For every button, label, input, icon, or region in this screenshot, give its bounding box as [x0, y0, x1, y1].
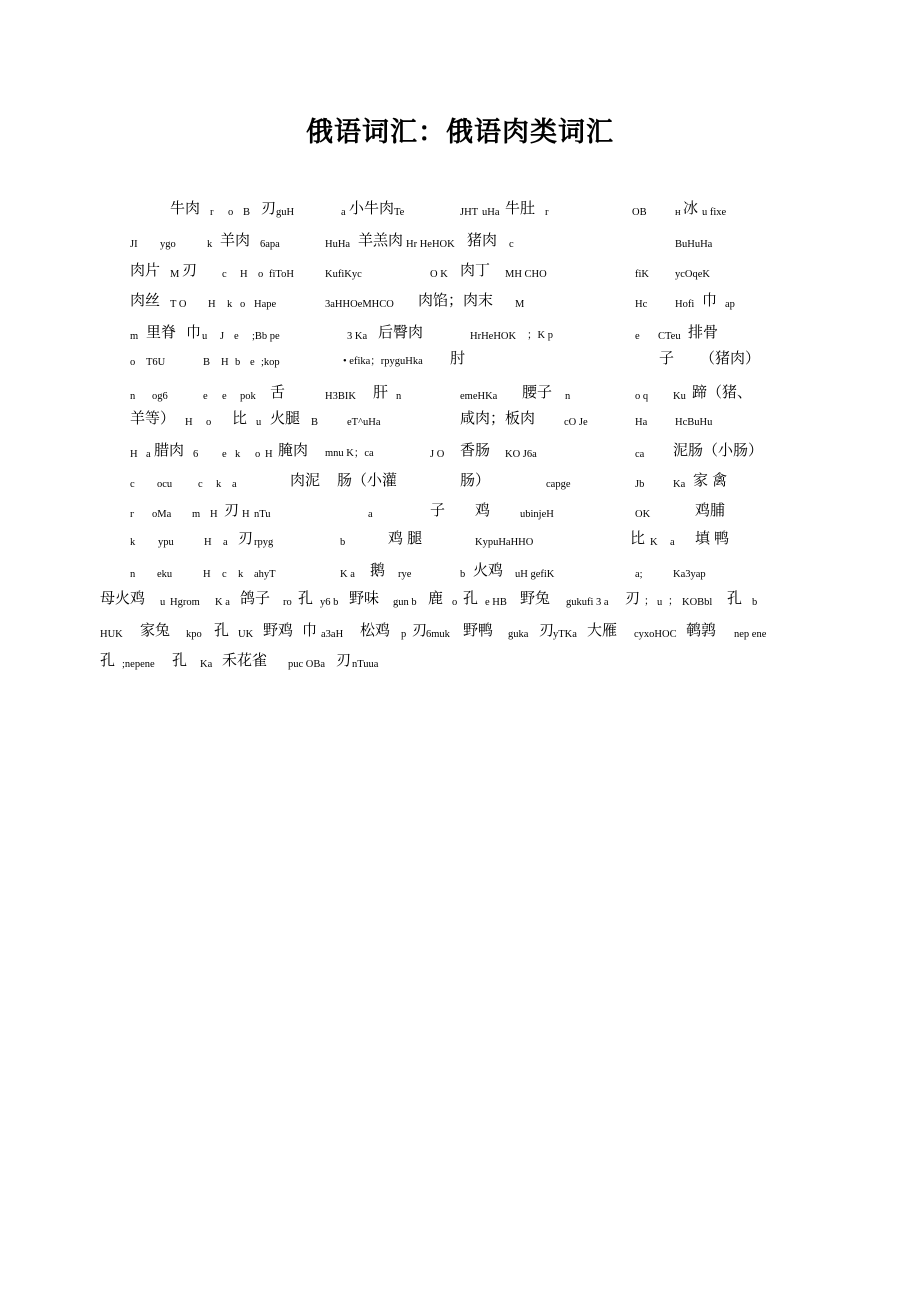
text-token: cyxoHOC [634, 629, 677, 640]
text-token: 牛肉 [170, 200, 201, 217]
text-token: M [515, 299, 525, 310]
text-token: k [216, 479, 222, 490]
text-token: 刃 [625, 590, 641, 607]
text-token: Hc [635, 299, 648, 310]
text-token: uH gefiK [515, 569, 555, 580]
text-token: ygo [160, 239, 176, 250]
text-token: 刃 [412, 622, 428, 639]
text-token: 刃 [261, 200, 277, 217]
text-token: 羊肉 [220, 232, 251, 249]
text-line [130, 558, 810, 580]
text-token: 松鸡 [360, 622, 391, 639]
text-token: c [198, 479, 203, 490]
text-token: HrHeHOK [470, 331, 517, 342]
text-token: ocu [157, 479, 173, 490]
text-token: ycOqeK [675, 269, 710, 280]
text-token: 孔 [172, 652, 188, 669]
text-token: 舌 [270, 384, 286, 401]
text-token: B [243, 207, 251, 218]
text-token: 6muk [426, 629, 450, 640]
text-token: emeHKa [460, 391, 498, 402]
text-line [130, 526, 810, 548]
text-token: T O [170, 299, 187, 310]
text-token: 羊等） [130, 410, 176, 427]
text-token: 肝 [373, 384, 389, 401]
text-token: o [255, 449, 261, 460]
text-token: p [401, 629, 407, 640]
text-token: H [185, 417, 193, 428]
text-token: 里脊 [146, 324, 177, 341]
text-token: B [203, 357, 211, 368]
text-token: rye [398, 569, 412, 580]
text-token: KypuHaHHO [475, 537, 534, 548]
text-token: 后臀肉 [378, 324, 424, 341]
text-token: H3BIK [325, 391, 356, 402]
text-token: 母火鸡 [100, 590, 146, 607]
text-token: m [192, 509, 201, 520]
text-token: a3aH [321, 629, 344, 640]
text-token: ；K p [527, 330, 553, 341]
text-token: 刃 [224, 502, 240, 519]
text-token: ca [635, 449, 645, 460]
text-token: 猪肉 [467, 232, 498, 249]
text-token: Jb [635, 479, 645, 490]
text-token: H [221, 357, 229, 368]
text-token: ypu [158, 537, 174, 548]
text-token: u [256, 417, 262, 428]
text-token: Hape [254, 299, 277, 310]
text-token: BuHuHa [675, 239, 713, 250]
text-token: b [460, 569, 466, 580]
text-token: e [234, 331, 239, 342]
text-token: y6 b [320, 597, 339, 608]
text-token: o [228, 207, 234, 218]
text-token: ap [725, 299, 735, 310]
text-token: 孔 [100, 652, 116, 669]
text-token: 刃 [336, 652, 352, 669]
text-token: UK [238, 629, 254, 640]
text-token: u fixe [702, 207, 727, 218]
text-token: 香肠 [460, 442, 491, 459]
text-token: H [265, 449, 273, 460]
text-token: 刃 [238, 530, 254, 547]
text-token: n [565, 391, 571, 402]
text-token: OK [635, 509, 651, 520]
text-token: 鹌鹑 [686, 622, 717, 639]
text-token: 肉丝 [130, 292, 161, 309]
text-token: M [170, 269, 180, 280]
text-token: B [311, 417, 319, 428]
text-token: og6 [152, 391, 168, 402]
text-token: 鸡脯 [695, 502, 726, 519]
text-token: KO J6a [505, 449, 537, 460]
text-token: o [452, 597, 458, 608]
text-token: b [752, 597, 758, 608]
text-token: T6U [146, 357, 166, 368]
text-token: b [340, 537, 346, 548]
text-token: o [240, 299, 246, 310]
text-token: e HB [485, 597, 507, 608]
text-token: 比 [232, 410, 248, 427]
text-token: OB [632, 207, 647, 218]
text-token: KufiKyc [325, 269, 362, 280]
text-token: guka [508, 629, 529, 640]
text-token: nTuua [352, 659, 379, 670]
text-token: 鹿 [428, 590, 444, 607]
text-line [100, 586, 810, 608]
text-token: 3aHHOeMHCO [325, 299, 394, 310]
text-token: H [210, 509, 218, 520]
page-title: 俄语词汇：俄语肉类词汇 [306, 117, 614, 147]
text-line [130, 228, 810, 250]
text-token: 小牛肉 [349, 200, 395, 217]
text-token: k [227, 299, 233, 310]
text-token: ;kop [261, 357, 280, 368]
text-token: 牛肚 [505, 200, 536, 217]
text-token: k [235, 449, 241, 460]
text-token: （猪肉） [700, 350, 761, 367]
text-token: o [130, 357, 136, 368]
text-line [100, 648, 810, 670]
text-line [100, 618, 810, 640]
text-token: Ku [673, 391, 686, 402]
text-token: a [670, 537, 675, 548]
text-token: CTeu [658, 331, 681, 342]
text-token: JHT [460, 207, 479, 218]
text-token: HcBuHu [675, 417, 713, 428]
text-token: a [368, 509, 373, 520]
text-token: • efika；rpyguHka [343, 356, 423, 367]
text-token: K [650, 537, 658, 548]
text-token: a [232, 479, 237, 490]
text-token: b [235, 357, 241, 368]
text-token: puc OBa [288, 659, 326, 670]
text-token: eT^uHa [347, 417, 381, 428]
text-token: mnu K；ca [325, 448, 374, 459]
text-token: cO Je [564, 417, 588, 428]
text-token: 肠（小灌 [337, 472, 398, 489]
text-token: 野兔 [520, 590, 551, 607]
text-line [130, 320, 810, 342]
text-token: oMa [152, 509, 172, 520]
text-token: e [635, 331, 640, 342]
text-token: kpo [186, 629, 202, 640]
text-token: o [258, 269, 264, 280]
text-token: 巾 [302, 622, 318, 639]
text-token: K a [340, 569, 355, 580]
text-token: ;Bb pe [252, 331, 280, 342]
text-token: MH CHO [505, 269, 547, 280]
text-token: 比 [630, 530, 646, 547]
text-token: 鸡 [475, 502, 491, 519]
text-token: 子 [430, 502, 446, 519]
text-token: k [207, 239, 213, 250]
text-token: H [208, 299, 216, 310]
text-token: KOBbl [682, 597, 713, 608]
text-token: ubinjeH [520, 509, 554, 520]
text-token: H [240, 269, 248, 280]
text-token: fiToH [269, 269, 294, 280]
text-token: 巾 [186, 324, 202, 341]
text-token: 禾花雀 [222, 652, 268, 669]
text-token: Ka [673, 479, 686, 490]
text-token: 腊肉 [154, 442, 185, 459]
text-line [130, 288, 810, 310]
text-token: 火鸡 [473, 562, 504, 579]
text-token: Ka [200, 659, 213, 670]
text-token: H [242, 509, 250, 520]
text-line [130, 258, 810, 280]
text-token: a [146, 449, 151, 460]
text-token: 3 Ka [347, 331, 368, 342]
text-token: н [675, 207, 681, 218]
text-token: J [220, 331, 225, 342]
text-token: 鹅 [370, 562, 386, 579]
text-token: Te [394, 207, 405, 218]
text-token: 家兔 [140, 622, 171, 639]
text-token: 肉馅；肉末 [418, 292, 494, 309]
text-token: e [222, 391, 227, 402]
text-token: ro [283, 597, 292, 608]
text-token: c [509, 239, 514, 250]
text-token: 肉丁 [460, 262, 491, 279]
text-token: Hofi [675, 299, 695, 310]
text-token: 6 [193, 449, 199, 460]
text-line [130, 438, 810, 460]
text-token: 刃 [182, 262, 198, 279]
text-token: 排骨 [688, 324, 719, 341]
text-line [130, 468, 810, 490]
text-token: Hgrom [170, 597, 200, 608]
text-token: H [204, 537, 212, 548]
text-token: uHa [482, 207, 500, 218]
text-token: 肘 [450, 350, 466, 367]
text-token: ahyT [254, 569, 276, 580]
text-token: 刃 [539, 622, 555, 639]
text-token: yTKa [553, 629, 577, 640]
text-token: n [396, 391, 402, 402]
text-token: 肠） [460, 472, 491, 489]
text-token: e [203, 391, 208, 402]
text-token: ； [644, 596, 655, 607]
text-token: J O [430, 449, 445, 460]
text-token: 鸡 腿 [388, 530, 423, 547]
text-token: 咸肉；板肉 [460, 410, 536, 427]
text-token: 6apa [260, 239, 280, 250]
text-token: c [222, 269, 227, 280]
text-token: H [203, 569, 211, 580]
text-token: г [130, 509, 135, 520]
text-token: guH [276, 207, 295, 218]
text-token: 肉泥 [290, 472, 321, 489]
text-token: 泥肠（小肠） [673, 442, 764, 459]
text-token: nep ene [734, 629, 767, 640]
text-token: pok [240, 391, 256, 402]
text-token: 野鸡 [263, 622, 294, 639]
text-token: HuHa [325, 239, 351, 250]
text-token: 家 禽 [693, 472, 728, 489]
text-token: 野味 [349, 590, 380, 607]
text-token: 肉片 [130, 262, 161, 279]
text-token: H [130, 449, 138, 460]
text-token: a [341, 207, 346, 218]
text-token: ;nepene [122, 659, 155, 670]
text-token: u [160, 597, 166, 608]
text-line [130, 380, 810, 402]
text-token: k [238, 569, 244, 580]
text-token: capge [546, 479, 571, 490]
text-token: 巾 [702, 292, 718, 309]
text-token: r [210, 207, 214, 218]
text-token: 腰子 [522, 384, 553, 401]
text-token: rpyg [254, 537, 274, 548]
text-token: u [657, 597, 663, 608]
text-token: fiK [635, 269, 649, 280]
text-token: e [222, 449, 227, 460]
text-token: HUK [100, 629, 123, 640]
text-token: 野鸭 [463, 622, 494, 639]
text-token: 子 [659, 350, 675, 367]
text-token: m [130, 331, 139, 342]
text-token: 孔 [214, 622, 230, 639]
text-token: k [130, 537, 136, 548]
text-token: O K [430, 269, 448, 280]
text-token: a [223, 537, 228, 548]
text-token: 填 鸭 [695, 530, 730, 547]
text-token: 冰 [683, 200, 699, 217]
text-line [130, 196, 810, 218]
text-line [130, 498, 810, 520]
text-token: K a [215, 597, 230, 608]
text-token: n [130, 391, 136, 402]
text-token: a; [635, 569, 643, 580]
text-token: Ha [635, 417, 648, 428]
text-line [130, 406, 810, 428]
text-token: gun b [393, 597, 417, 608]
text-token: nTu [254, 509, 271, 520]
text-token: 火腿 [270, 410, 301, 427]
text-token: ； [668, 596, 679, 607]
text-token: Ka3yap [673, 569, 706, 580]
text-token: 孔 [727, 590, 743, 607]
text-line [130, 346, 810, 368]
text-token: o [206, 417, 212, 428]
text-token: gukufi 3 a [566, 597, 609, 608]
text-token: Hr HeHOK [406, 239, 455, 250]
text-token: n [130, 569, 136, 580]
text-token: 孔 [298, 590, 314, 607]
text-token: 羊羔肉 [358, 232, 404, 249]
text-token: eku [157, 569, 173, 580]
text-token: r [545, 207, 549, 218]
text-token: o q [635, 391, 649, 402]
text-token: 大雁 [587, 622, 618, 639]
text-token: 蹄（猪、 [692, 384, 753, 401]
text-token: c [130, 479, 135, 490]
text-token: JI [130, 239, 138, 250]
text-token: 腌肉 [278, 442, 309, 459]
text-token: e [250, 357, 255, 368]
text-token: c [222, 569, 227, 580]
text-token: 鸽子 [240, 590, 271, 607]
text-token: 孔 [463, 590, 479, 607]
text-token: u [202, 331, 208, 342]
